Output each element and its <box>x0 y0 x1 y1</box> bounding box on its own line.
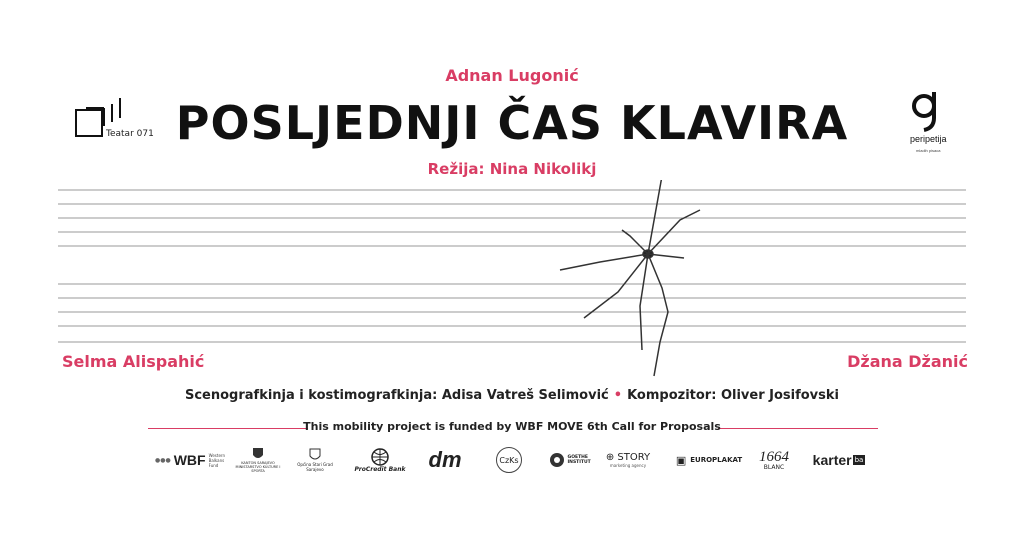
author-name: Adnan Lugonić <box>445 66 579 85</box>
opcina-crest-icon <box>309 448 321 462</box>
spider-illustration <box>560 180 700 376</box>
peripetija-label: peripetija <box>910 134 947 144</box>
credits-separator: • <box>613 388 623 403</box>
music-staff <box>0 180 1024 380</box>
dm-logo: dm <box>428 447 462 472</box>
composer-credit: Kompozitor: Oliver Josifovski <box>627 388 839 403</box>
play-title: POSLJEDNJI ČAS KLAVIRA <box>175 96 849 150</box>
opcina-stari-grad-logo: Općina Stari Grad Sarajevo <box>290 438 340 482</box>
goethe-icon <box>549 452 565 468</box>
story-agency-logo: ⊕ STORY marketing agency <box>605 452 651 468</box>
actor-left: Selma Alispahić <box>62 352 205 371</box>
1664-blanc-logo: 1664 BLANC <box>759 448 789 471</box>
sponsor-logos <box>150 438 890 482</box>
actor-right: Džana Džanić <box>847 352 968 371</box>
peripetija-sub: mladih pisaca <box>916 148 941 153</box>
credits-line <box>0 388 1024 403</box>
kanton-crest-icon <box>252 447 264 461</box>
goethe-institut-logo: GOETHE INSTITUT <box>542 438 596 482</box>
teatar-071-label: Teatar 071 <box>106 129 154 139</box>
director-credit: Režija: Nina Nikolikj <box>427 160 597 178</box>
europlakat-logo: ▣ EUROPLAKAT <box>675 453 743 467</box>
procredit-bank-logo: ProCredit Bank <box>348 438 412 482</box>
europlakat-icon: ▣ <box>675 453 687 467</box>
kanton-sarajevo-logo: KANTON SARAJEVO MINISTARSTVO KULTURE I SPORTA <box>232 438 284 482</box>
wbf-logo: ●●● WBF Western Balkans Fund <box>155 452 226 468</box>
czks-logo: CzKs <box>494 438 524 482</box>
funding-statement: This mobility project is funded by WBF MOVE 6th Call for Proposals <box>303 420 721 433</box>
procredit-globe-icon <box>371 448 389 466</box>
scenography-credit: Scenografkinja i kostimografkinja: Adisa Vatreš Selimović <box>184 388 609 403</box>
karter-logo: karter ba <box>812 452 864 468</box>
